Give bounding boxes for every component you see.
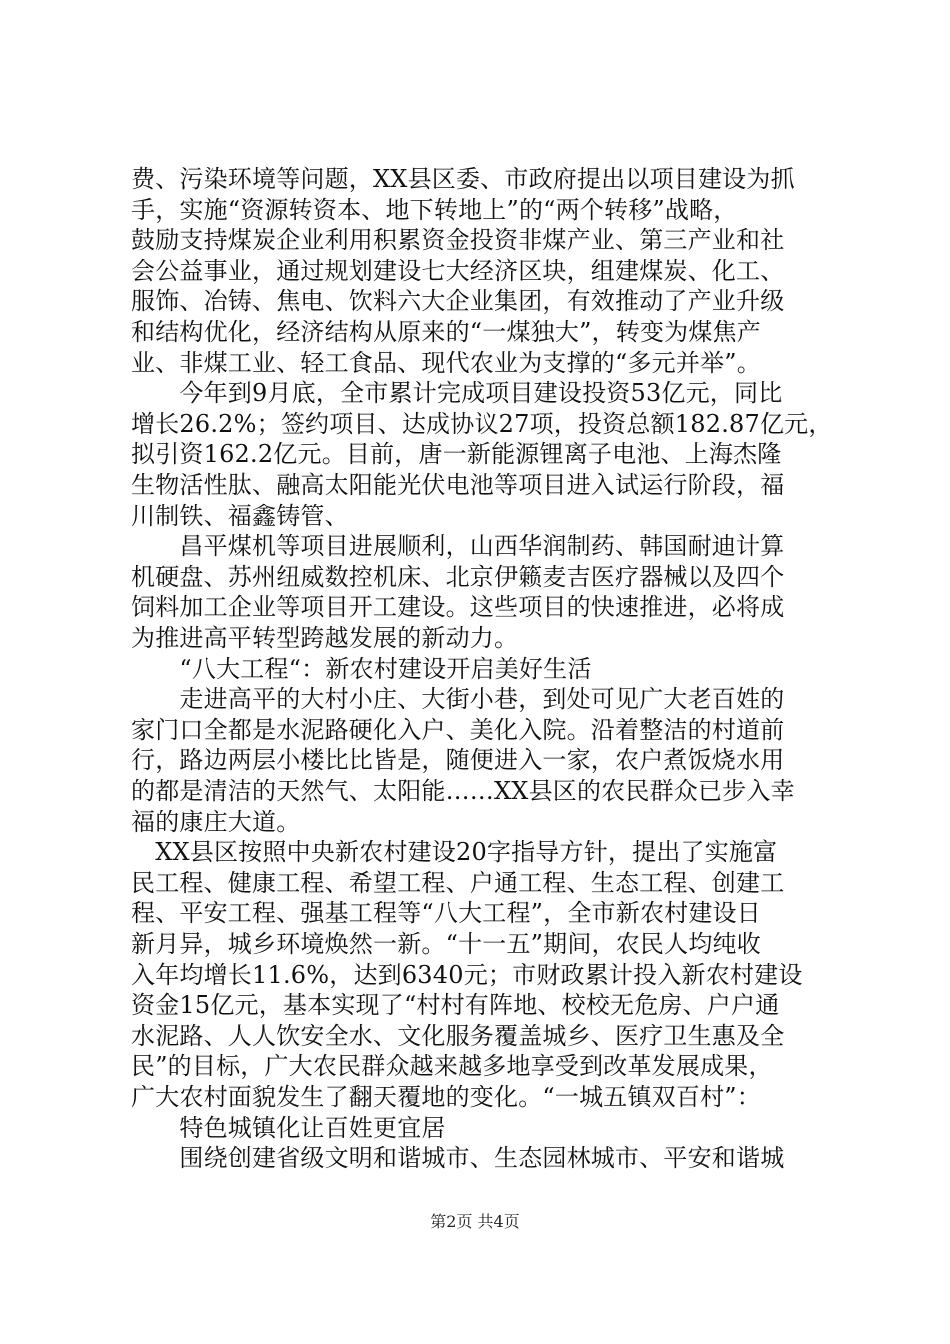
text-line: 费、污染环境等问题，XX县区委、市政府提出以项目建设为抓 — [131, 165, 795, 193]
text-line: 行，路边两层小楼比比皆是，随便进入一家，农户煮饭烧水用 — [131, 746, 785, 775]
text-line: 家门口全都是水泥路硬化入户、美化入院。沿着整洁的村道前 — [131, 715, 785, 744]
text-line: 川制铁、福鑫铸管、 — [131, 501, 349, 530]
text-line: 围绕创建省级文明和谐城市、生态园林城市、平安和谐城 — [131, 1144, 785, 1173]
section-heading: 特色城镇化让百姓更宜居 — [131, 1113, 446, 1142]
text-line: 业、非煤工业、轻工食品、现代农业为支撑的“多元并举”。 — [131, 348, 761, 377]
text-line: XX县区按照中央新农村建设20字指导方针，提出了实施富 — [131, 838, 778, 867]
text-line: 机硬盘、苏州纽威数控机床、北京伊籁麦吉医疗器械以及四个 — [131, 562, 785, 591]
text-line: 和结构优化，经济结构从原来的“一煤独大”，转变为煤焦产 — [131, 318, 761, 346]
text-line: 为推进高平转型跨越发展的新动力。 — [131, 624, 519, 652]
text-line: 福的康庄大道。 — [131, 807, 301, 836]
text-line: 饲料加工企业等项目开工建设。这些项目的快速推进，必将成 — [131, 593, 785, 622]
text-line: 生物活性肽、融高太阳能光伏电池等项目进入试运行阶段，福 — [131, 471, 785, 499]
text-line: 服饰、冶铸、焦电、饮料六大企业集团，有效推动了产业升级 — [131, 287, 785, 316]
text-line: 资金15亿元，基本实现了“村村有阵地、校校无危房、户户通 — [131, 991, 780, 1020]
text-line: 昌平煤机等项目进展顺利，山西华润制药、韩国耐迪计算 — [131, 532, 785, 561]
text-line: 增长26.2%；签约项目、达成协议27项，投资总额182.87亿元， — [131, 409, 833, 438]
text-line: 程、平安工程、强基工程等“八大工程”，全市新农村建设日 — [131, 899, 761, 928]
text-line: 手，实施“资源转资本、地下转地上”的“两个转移”战略， — [131, 195, 738, 224]
text-line: 拟引资162.2亿元。目前，唐一新能源锂离子电池、上海杰隆 — [131, 440, 782, 469]
text-line: 水泥路、人人饮安全水、文化服务覆盖城乡、医疗卫生惠及全 — [131, 1021, 785, 1050]
text-line: 民”的目标，广大农民群众越来越多地享受到改革发展成果， — [131, 1052, 773, 1081]
text-line: 的都是清洁的天然气、太阳能……XX县区的农民群众已步入幸 — [131, 777, 795, 805]
text-line: 广大农村面貌发生了翻天覆地的变化。“一城五镇双百村”： — [131, 1083, 761, 1111]
text-line: 新月异，城乡环境焕然一新。“十一五”期间，农民人均纯收 — [131, 930, 761, 958]
text-line: 走进高平的大村小庄、大街小巷，到处可见广大老百姓的 — [131, 685, 785, 714]
page-footer: 第2页 共4页 — [430, 1212, 520, 1231]
text-line: 今年到9月底，全市累计完成项目建设投资53亿元，同比 — [131, 379, 783, 408]
text-line: 鼓励支持煤炭企业利用积累资金投资非煤产业、第三产业和社 — [131, 226, 785, 255]
text-line: 民工程、健康工程、希望工程、户通工程、生态工程、创建工 — [131, 868, 785, 897]
text-line: 入年均增长11.6%，达到6340元；市财政累计投入新农村建设 — [131, 960, 803, 989]
text-line: 会公益事业，通过规划建设七大经济区块，组建煤炭、化工、 — [131, 256, 785, 285]
section-heading: “八大工程“：新农村建设开启美好生活 — [131, 654, 592, 683]
